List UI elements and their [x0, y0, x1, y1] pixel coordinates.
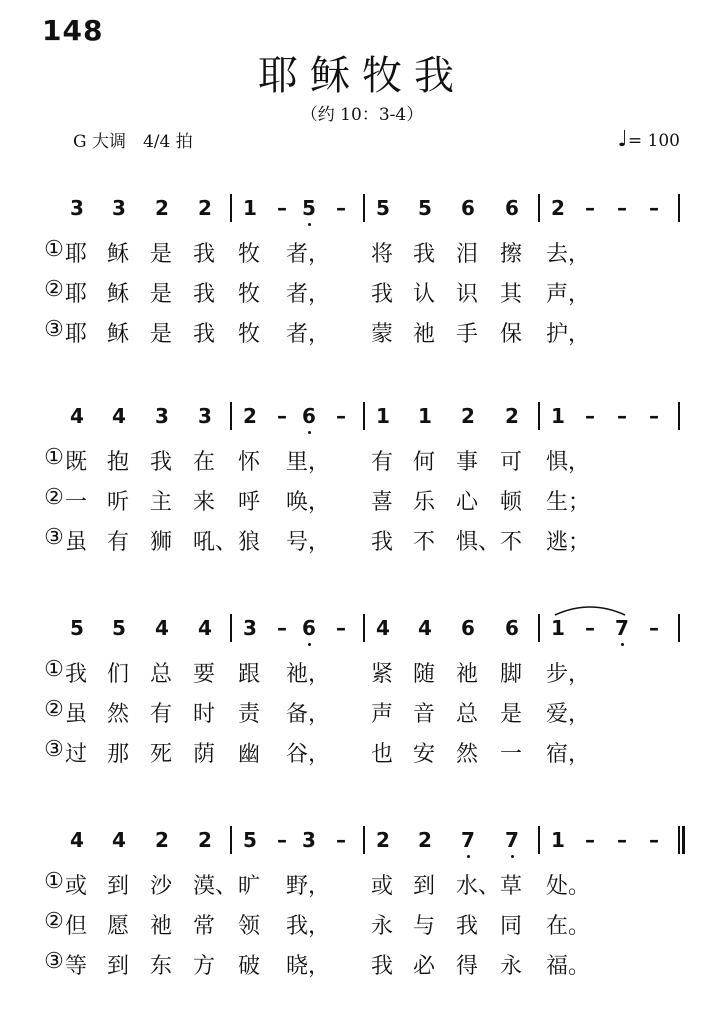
note: 2	[243, 404, 257, 428]
note: 3	[155, 404, 169, 428]
lyric-syllable: 随	[413, 662, 436, 687]
lyric-syllable: 幽	[238, 742, 261, 767]
lyric-syllable: 者，	[286, 322, 331, 347]
lyric-syllable: 有	[107, 530, 130, 555]
lyric-syllable: 怀	[238, 450, 261, 475]
lyric-syllable: 祂，	[286, 662, 331, 687]
note: 1	[376, 404, 390, 428]
lyric-syllable: 备，	[286, 702, 331, 727]
lyric-syllable: 者，	[286, 242, 331, 267]
note: 5	[243, 828, 257, 852]
verse-number: ②	[44, 485, 64, 510]
dash-extension: –	[336, 616, 346, 640]
barline	[678, 614, 680, 642]
lyric-syllable: 安	[413, 742, 436, 767]
note: 7	[461, 828, 475, 852]
note: 2	[418, 828, 432, 852]
note: 3	[198, 404, 212, 428]
lyric-syllable: 我	[193, 322, 216, 347]
lyric-syllable: 牧	[238, 322, 261, 347]
lyric-syllable: 愿	[107, 914, 130, 939]
lyric-syllable: 但	[65, 914, 88, 939]
lyric-syllable: 我	[371, 954, 394, 979]
lyric-syllable: 来	[193, 490, 216, 515]
lyric-syllable: 保	[500, 322, 523, 347]
lyric-syllable: 我	[193, 282, 216, 307]
system-1	[0, 190, 724, 390]
lyric-line-verse-3	[0, 317, 724, 347]
barline	[678, 826, 680, 854]
lyric-syllable: 牧	[238, 242, 261, 267]
note: 7	[615, 616, 629, 640]
dash-extension: –	[277, 828, 287, 852]
lyric-syllable: 常	[193, 914, 216, 939]
lyric-syllable: 那	[107, 742, 130, 767]
note: 3	[112, 196, 126, 220]
note: 2	[198, 828, 212, 852]
lyric-syllable: 晓，	[286, 954, 331, 979]
final-barline	[682, 826, 685, 854]
lyric-syllable: 将	[371, 242, 394, 267]
note: 5	[418, 196, 432, 220]
lyric-syllable: 擦	[500, 242, 523, 267]
dash-extension: –	[277, 404, 287, 428]
lyric-syllable: 虽	[65, 530, 88, 555]
lyric-syllable: 时	[193, 702, 216, 727]
dash-extension: –	[649, 828, 659, 852]
lyric-syllable: 死	[150, 742, 173, 767]
barline	[363, 194, 365, 222]
lyric-syllable: 事	[456, 450, 479, 475]
verse-number: ②	[44, 277, 64, 302]
lyric-syllable: 沙	[150, 874, 173, 899]
lyric-syllable: 或	[65, 874, 88, 899]
verse-number: ①	[44, 445, 64, 470]
notation-line	[0, 822, 724, 862]
lyric-syllable: 水、	[456, 874, 501, 899]
system-4	[0, 822, 724, 1022]
verse-number: ③	[44, 737, 64, 762]
lyric-syllable: 主	[150, 490, 173, 515]
barline	[678, 194, 680, 222]
lyric-syllable: 既	[65, 450, 88, 475]
barline	[538, 614, 540, 642]
lyric-syllable: 祂	[413, 322, 436, 347]
lyric-line-verse-3	[0, 525, 724, 555]
lyric-syllable: 唤，	[286, 490, 331, 515]
lyric-syllable: 声，	[546, 282, 591, 307]
lyric-syllable: 跟	[238, 662, 261, 687]
lyric-syllable: 惧，	[546, 450, 591, 475]
lyric-line-verse-2	[0, 697, 724, 727]
lyric-syllable: 我	[371, 530, 394, 555]
dash-extension: –	[277, 616, 287, 640]
lyric-syllable: 也	[371, 742, 394, 767]
lyric-syllable: 泪	[456, 242, 479, 267]
note: 1	[551, 404, 565, 428]
lyric-syllable: 可	[500, 450, 523, 475]
lower-octave-dot	[308, 223, 311, 226]
barline	[538, 194, 540, 222]
lyric-syllable: 不	[500, 530, 523, 555]
note: 5	[376, 196, 390, 220]
note: 4	[70, 828, 84, 852]
barline	[230, 826, 232, 854]
lyric-syllable: 稣	[107, 322, 130, 347]
lyric-syllable: 是	[150, 242, 173, 267]
dash-extension: –	[617, 404, 627, 428]
note: 2	[376, 828, 390, 852]
barline	[678, 402, 680, 430]
note: 4	[155, 616, 169, 640]
note: 2	[505, 404, 519, 428]
lyric-line-verse-3	[0, 949, 724, 979]
lyric-syllable: 总	[456, 702, 479, 727]
lyric-syllable: 我	[413, 242, 436, 267]
lyric-syllable: 吼、	[193, 530, 238, 555]
notation-line	[0, 190, 724, 230]
note: 6	[461, 196, 475, 220]
dash-extension: –	[277, 196, 287, 220]
lyric-syllable: 我，	[286, 914, 331, 939]
lyric-line-verse-3	[0, 737, 724, 767]
lyric-syllable: 狮	[150, 530, 173, 555]
tempo-value: = 100	[627, 131, 680, 151]
note: 6	[505, 616, 519, 640]
lower-octave-dot	[511, 855, 514, 858]
lyric-syllable: 有	[150, 702, 173, 727]
dash-extension: –	[649, 196, 659, 220]
lyric-line-verse-1	[0, 445, 724, 475]
lyric-syllable: 是	[150, 322, 173, 347]
lyric-syllable: 同	[500, 914, 523, 939]
lyric-syllable: 紧	[371, 662, 394, 687]
lyric-syllable: 喜	[371, 490, 394, 515]
note: 6	[461, 616, 475, 640]
note: 2	[155, 828, 169, 852]
dash-extension: –	[585, 404, 595, 428]
lyric-syllable: 识	[456, 282, 479, 307]
quarter-note-icon: ♩	[617, 127, 628, 152]
note: 3	[243, 616, 257, 640]
lyric-syllable: 耶	[65, 322, 88, 347]
lyric-syllable: 稣	[107, 282, 130, 307]
lyric-syllable: 虽	[65, 702, 88, 727]
lyric-syllable: 者，	[286, 282, 331, 307]
lyric-syllable: 爱，	[546, 702, 591, 727]
note: 2	[155, 196, 169, 220]
lyric-syllable: 到	[107, 874, 130, 899]
lyric-syllable: 在	[193, 450, 216, 475]
lyric-syllable: 宿，	[546, 742, 591, 767]
lyric-syllable: 认	[413, 282, 436, 307]
note: 5	[112, 616, 126, 640]
system-2	[0, 398, 724, 598]
barline	[363, 402, 365, 430]
lyric-syllable: 草	[500, 874, 523, 899]
note: 4	[198, 616, 212, 640]
note: 4	[70, 404, 84, 428]
lyric-syllable: 乐	[413, 490, 436, 515]
lyric-syllable: 得	[456, 954, 479, 979]
lyric-syllable: 狼	[238, 530, 261, 555]
lyric-syllable: 旷	[238, 874, 261, 899]
lyric-syllable: 祂	[456, 662, 479, 687]
lyric-syllable: 逃；	[546, 530, 591, 555]
note: 7	[505, 828, 519, 852]
lyric-syllable: 要	[193, 662, 216, 687]
hymn-number: 148	[42, 14, 104, 47]
lyric-syllable: 步，	[546, 662, 591, 687]
lyric-line-verse-2	[0, 485, 724, 515]
lyric-syllable: 过	[65, 742, 88, 767]
lyric-syllable: 脚	[500, 662, 523, 687]
lyric-line-verse-1	[0, 869, 724, 899]
lyric-line-verse-1	[0, 657, 724, 687]
notation-line	[0, 398, 724, 438]
lyric-syllable: 有	[371, 450, 394, 475]
lyric-syllable: 稣	[107, 242, 130, 267]
lyric-syllable: 到	[413, 874, 436, 899]
lyric-syllable: 其	[500, 282, 523, 307]
barline	[230, 402, 232, 430]
note: 4	[418, 616, 432, 640]
lyric-syllable: 蒙	[371, 322, 394, 347]
note: 2	[551, 196, 565, 220]
lyric-syllable: 福。	[546, 954, 591, 979]
dash-extension: –	[617, 196, 627, 220]
dash-extension: –	[585, 616, 595, 640]
lyric-syllable: 是	[500, 702, 523, 727]
lyric-syllable: 破	[238, 954, 261, 979]
lyric-syllable: 处。	[546, 874, 591, 899]
verse-number: ③	[44, 317, 64, 342]
lyric-syllable: 责	[238, 702, 261, 727]
verse-number: ③	[44, 949, 64, 974]
note: 4	[376, 616, 390, 640]
lyric-syllable: 我	[150, 450, 173, 475]
verse-number: ①	[44, 869, 64, 894]
lyric-syllable: 我	[65, 662, 88, 687]
system-3	[0, 610, 724, 810]
lyric-syllable: 永	[500, 954, 523, 979]
lyric-syllable: 号，	[286, 530, 331, 555]
dash-extension: –	[617, 828, 627, 852]
note: 1	[551, 616, 565, 640]
verse-number: ②	[44, 697, 64, 722]
lower-octave-dot	[308, 431, 311, 434]
lyric-syllable: 不	[413, 530, 436, 555]
note: 6	[505, 196, 519, 220]
lyric-syllable: 我	[193, 242, 216, 267]
lyric-syllable: 总	[150, 662, 173, 687]
lyric-syllable: 野，	[286, 874, 331, 899]
note: 6	[302, 404, 316, 428]
verse-number: ①	[44, 657, 64, 682]
barline	[363, 614, 365, 642]
lyric-syllable: 里，	[286, 450, 331, 475]
tempo-marking	[618, 127, 681, 152]
lyric-syllable: 我	[456, 914, 479, 939]
lyric-syllable: 领	[238, 914, 261, 939]
note: 3	[302, 828, 316, 852]
lyric-syllable: 生；	[546, 490, 591, 515]
lyric-line-verse-1	[0, 237, 724, 267]
barline	[230, 194, 232, 222]
lyric-syllable: 与	[413, 914, 436, 939]
lyric-syllable: 耶	[65, 282, 88, 307]
lyric-syllable: 惧、	[456, 530, 501, 555]
note: 1	[551, 828, 565, 852]
lyric-syllable: 听	[107, 490, 130, 515]
verse-number: ③	[44, 525, 64, 550]
lyric-syllable: 荫	[193, 742, 216, 767]
lower-octave-dot	[467, 855, 470, 858]
dash-extension: –	[649, 616, 659, 640]
dash-extension: –	[336, 828, 346, 852]
lyric-syllable: 手	[456, 322, 479, 347]
note: 1	[418, 404, 432, 428]
lower-octave-dot	[308, 643, 311, 646]
lyric-syllable: 必	[413, 954, 436, 979]
lyric-syllable: 是	[150, 282, 173, 307]
verse-number: ①	[44, 237, 64, 262]
scripture-reference: （约 10：3-4）	[300, 105, 424, 125]
lower-octave-dot	[621, 643, 624, 646]
dash-extension: –	[336, 196, 346, 220]
note: 5	[70, 616, 84, 640]
dash-extension: –	[336, 404, 346, 428]
lyric-syllable: 牧	[238, 282, 261, 307]
lyric-syllable: 然	[107, 702, 130, 727]
lyric-syllable: 音	[413, 702, 436, 727]
lyric-syllable: 方	[193, 954, 216, 979]
lyric-syllable: 或	[371, 874, 394, 899]
lyric-syllable: 呼	[238, 490, 261, 515]
lyric-syllable: 耶	[65, 242, 88, 267]
lyric-syllable: 顿	[500, 490, 523, 515]
note: 5	[302, 196, 316, 220]
lyric-syllable: 然	[456, 742, 479, 767]
lyric-syllable: 漠、	[193, 874, 238, 899]
lyric-syllable: 永	[371, 914, 394, 939]
lyric-syllable: 谷，	[286, 742, 331, 767]
barline	[538, 402, 540, 430]
key-signature: G 大调 4/4 拍	[73, 132, 193, 152]
note: 6	[302, 616, 316, 640]
note: 4	[112, 404, 126, 428]
dash-extension: –	[585, 196, 595, 220]
barline	[230, 614, 232, 642]
lyric-syllable: 去，	[546, 242, 591, 267]
lyric-syllable: 我	[371, 282, 394, 307]
page-title: 耶稣牧我	[258, 53, 466, 99]
lyric-syllable: 抱	[107, 450, 130, 475]
lyric-syllable: 声	[371, 702, 394, 727]
lyric-syllable: 一	[500, 742, 523, 767]
lyric-syllable: 在。	[546, 914, 591, 939]
lyric-syllable: 何	[413, 450, 436, 475]
note: 3	[70, 196, 84, 220]
lyric-line-verse-2	[0, 277, 724, 307]
notation-line	[0, 610, 724, 650]
note: 1	[243, 196, 257, 220]
lyric-syllable: 们	[107, 662, 130, 687]
lyric-syllable: 祂	[150, 914, 173, 939]
dash-extension: –	[585, 828, 595, 852]
note: 4	[112, 828, 126, 852]
barline	[538, 826, 540, 854]
lyric-syllable: 等	[65, 954, 88, 979]
lyric-syllable: 护，	[546, 322, 591, 347]
verse-number: ②	[44, 909, 64, 934]
note: 2	[461, 404, 475, 428]
lyric-syllable: 东	[150, 954, 173, 979]
barline	[363, 826, 365, 854]
lyric-syllable: 到	[107, 954, 130, 979]
note: 2	[198, 196, 212, 220]
dash-extension: –	[649, 404, 659, 428]
lyric-syllable: 心	[456, 490, 479, 515]
lyric-syllable: 一	[65, 490, 88, 515]
lyric-line-verse-2	[0, 909, 724, 939]
slur-tie	[554, 602, 626, 616]
